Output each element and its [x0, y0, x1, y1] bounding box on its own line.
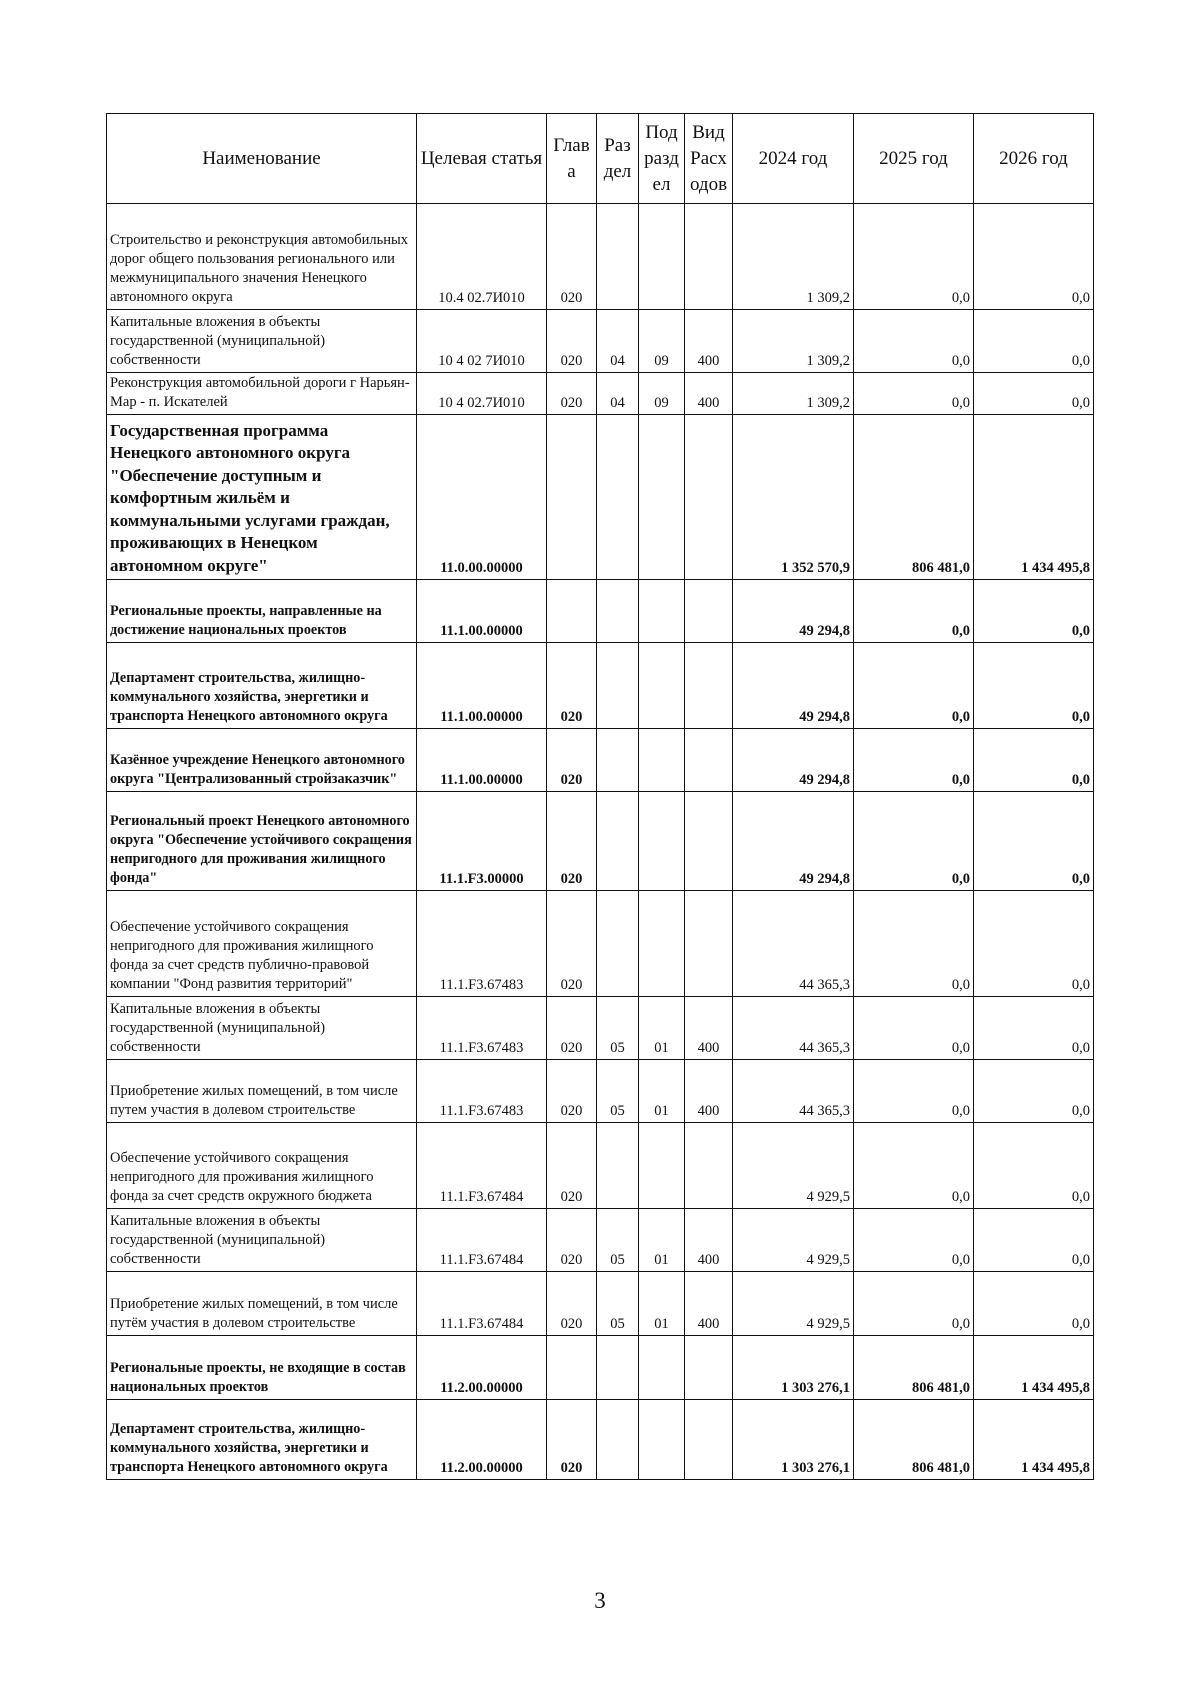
row-chapter	[547, 1336, 597, 1400]
row-expense-type	[685, 580, 733, 643]
row-section: 05	[597, 997, 639, 1060]
row-2026: 0,0	[974, 1060, 1094, 1123]
row-2025: 0,0	[854, 1272, 974, 1336]
row-2026: 0,0	[974, 792, 1094, 891]
row-expense-type	[685, 1123, 733, 1209]
row-chapter: 020	[547, 997, 597, 1060]
row-2024: 49 294,8	[733, 643, 854, 729]
table-row	[107, 997, 1094, 1060]
header-section: Раз дел	[597, 114, 639, 204]
row-expense-type: 400	[685, 373, 733, 415]
row-2024: 1 303 276,1	[733, 1336, 854, 1400]
row-2026: 0,0	[974, 1272, 1094, 1336]
row-name: Реконструкция автомобильной дороги г Нарьян-Мар - п. Искателей	[107, 373, 417, 415]
row-chapter: 020	[547, 891, 597, 997]
row-expense-type: 400	[685, 1060, 733, 1123]
header-expense-type: Вид Расх одов	[685, 114, 733, 204]
row-subsection	[639, 1336, 685, 1400]
header-name: Наименование	[107, 114, 417, 204]
row-chapter: 020	[547, 1272, 597, 1336]
row-article: 11.1.F3.67484	[417, 1209, 547, 1272]
row-expense-type	[685, 792, 733, 891]
row-chapter: 020	[547, 1209, 597, 1272]
row-name: Государственная программа Ненецкого автономного округа "Обеспечение доступным и комфортным жильём и коммунальными услугами граждан, проживающих в Ненецком автономном округе"	[107, 415, 417, 580]
row-2025: 0,0	[854, 1123, 974, 1209]
row-name: Департамент строительства, жилищно-коммунального хозяйства, энергетики и транспорта Ненецкого автономного округа	[107, 643, 417, 729]
row-article: 11.2.00.00000	[417, 1336, 547, 1400]
row-2026: 0,0	[974, 373, 1094, 415]
row-section	[597, 1400, 639, 1480]
row-article: 11.1.00.00000	[417, 643, 547, 729]
table-row	[107, 1336, 1094, 1400]
row-section	[597, 1123, 639, 1209]
row-2025: 0,0	[854, 643, 974, 729]
row-name: Строительство и реконструкция автомобильных дорог общего пользования регионального или межмуниципального значения Ненецкого автономного округа	[107, 204, 417, 310]
row-section: 05	[597, 1209, 639, 1272]
row-2025: 0,0	[854, 204, 974, 310]
row-2024: 1 352 570,9	[733, 415, 854, 580]
row-section: 05	[597, 1060, 639, 1123]
row-subsection	[639, 580, 685, 643]
row-2025: 806 481,0	[854, 1400, 974, 1480]
row-expense-type: 400	[685, 1209, 733, 1272]
row-2025: 0,0	[854, 997, 974, 1060]
row-2026: 0,0	[974, 204, 1094, 310]
row-subsection	[639, 204, 685, 310]
row-2024: 49 294,8	[733, 729, 854, 792]
row-article: 11.1.F3.67483	[417, 891, 547, 997]
row-2026: 1 434 495,8	[974, 1400, 1094, 1480]
row-2025: 0,0	[854, 729, 974, 792]
row-subsection: 01	[639, 1209, 685, 1272]
row-section: 04	[597, 373, 639, 415]
row-2025: 806 481,0	[854, 1336, 974, 1400]
table-row	[107, 1209, 1094, 1272]
row-chapter: 020	[547, 1060, 597, 1123]
row-name: Обеспечение устойчивого сокращения непригодного для проживания жилищного фонда за счет средств окружного бюджета	[107, 1123, 417, 1209]
row-section	[597, 204, 639, 310]
header-chapter: Глав а	[547, 114, 597, 204]
table-row	[107, 1123, 1094, 1209]
row-article: 11.1.F3.67483	[417, 997, 547, 1060]
row-2025: 0,0	[854, 891, 974, 997]
row-expense-type	[685, 415, 733, 580]
row-subsection: 09	[639, 310, 685, 373]
page-number: 3	[594, 1588, 606, 1613]
row-chapter: 020	[547, 643, 597, 729]
row-subsection	[639, 792, 685, 891]
row-subsection: 01	[639, 1060, 685, 1123]
row-name: Приобретение жилых помещений, в том числе путем участия в долевом строительстве	[107, 1060, 417, 1123]
row-2026: 1 434 495,8	[974, 1336, 1094, 1400]
row-2024: 1 309,2	[733, 373, 854, 415]
row-2026: 0,0	[974, 1123, 1094, 1209]
row-expense-type: 400	[685, 310, 733, 373]
row-chapter: 020	[547, 310, 597, 373]
row-subsection: 01	[639, 1272, 685, 1336]
row-subsection: 01	[639, 997, 685, 1060]
row-2024: 4 929,5	[733, 1272, 854, 1336]
row-article: 11.1.00.00000	[417, 729, 547, 792]
row-chapter: 020	[547, 729, 597, 792]
row-2024: 1 309,2	[733, 310, 854, 373]
row-2024: 1 303 276,1	[733, 1400, 854, 1480]
row-2024: 4 929,5	[733, 1123, 854, 1209]
row-section	[597, 792, 639, 891]
row-name: Казённое учреждение Ненецкого автономного округа "Централизованный стройзаказчик"	[107, 729, 417, 792]
row-name: Капитальные вложения в объекты государственной (муниципальной) собственности	[107, 997, 417, 1060]
header-2025: 2025 год	[854, 114, 974, 204]
row-expense-type	[685, 729, 733, 792]
row-expense-type	[685, 1400, 733, 1480]
row-2025: 0,0	[854, 1209, 974, 1272]
table-row	[107, 415, 1094, 580]
row-chapter: 020	[547, 792, 597, 891]
row-2024: 44 365,3	[733, 891, 854, 997]
row-2024: 44 365,3	[733, 1060, 854, 1123]
row-expense-type	[685, 1336, 733, 1400]
header-2026: 2026 год	[974, 114, 1094, 204]
row-2025: 0,0	[854, 792, 974, 891]
row-subsection	[639, 891, 685, 997]
row-2024: 4 929,5	[733, 1209, 854, 1272]
row-expense-type: 400	[685, 997, 733, 1060]
row-chapter: 020	[547, 373, 597, 415]
header-subsection: Под разд ел	[639, 114, 685, 204]
row-2026: 0,0	[974, 1209, 1094, 1272]
table-row	[107, 1060, 1094, 1123]
table-row	[107, 643, 1094, 729]
row-article: 11.2.00.00000	[417, 1400, 547, 1480]
row-2024: 1 309,2	[733, 204, 854, 310]
row-article: 10.4 02.7И010	[417, 204, 547, 310]
row-article: 11.1.00.00000	[417, 580, 547, 643]
row-article: 11.1.F3.67484	[417, 1272, 547, 1336]
row-expense-type	[685, 643, 733, 729]
row-article: 11.0.00.00000	[417, 415, 547, 580]
table-row	[107, 891, 1094, 997]
row-expense-type: 400	[685, 1272, 733, 1336]
row-name: Департамент строительства, жилищно-коммунального хозяйства, энергетики и транспорта Ненецкого автономного округа	[107, 1400, 417, 1480]
row-name: Региональный проект Ненецкого автономного округа "Обеспечение устойчивого сокращения непригодного для проживания жилищного фонда"	[107, 792, 417, 891]
row-subsection	[639, 415, 685, 580]
row-section	[597, 891, 639, 997]
row-2025: 806 481,0	[854, 415, 974, 580]
header-target-article: Целевая статья	[417, 114, 547, 204]
row-section	[597, 1336, 639, 1400]
row-2026: 0,0	[974, 891, 1094, 997]
row-section	[597, 415, 639, 580]
table-row	[107, 1272, 1094, 1336]
row-chapter	[547, 415, 597, 580]
row-2025: 0,0	[854, 580, 974, 643]
row-2026: 0,0	[974, 310, 1094, 373]
row-name: Приобретение жилых помещений, в том числе путём участия в долевом строительстве	[107, 1272, 417, 1336]
row-article: 11.1.F3.67483	[417, 1060, 547, 1123]
budget-table	[106, 113, 1094, 1480]
table-header-row	[107, 114, 1094, 204]
row-article: 11.1.F3.67484	[417, 1123, 547, 1209]
row-section: 05	[597, 1272, 639, 1336]
row-expense-type	[685, 204, 733, 310]
row-2025: 0,0	[854, 373, 974, 415]
row-subsection	[639, 643, 685, 729]
row-2024: 44 365,3	[733, 997, 854, 1060]
row-2026: 0,0	[974, 643, 1094, 729]
table-row	[107, 204, 1094, 310]
row-name: Региональные проекты, направленные на достижение национальных проектов	[107, 580, 417, 643]
row-chapter: 020	[547, 204, 597, 310]
row-name: Капитальные вложения в объекты государственной (муниципальной) собственности	[107, 1209, 417, 1272]
row-2026: 0,0	[974, 997, 1094, 1060]
row-2025: 0,0	[854, 310, 974, 373]
row-subsection: 09	[639, 373, 685, 415]
table-row	[107, 580, 1094, 643]
row-2024: 49 294,8	[733, 580, 854, 643]
row-article: 11.1.F3.00000	[417, 792, 547, 891]
table-row	[107, 792, 1094, 891]
row-name: Капитальные вложения в объекты государственной (муниципальной) собственности	[107, 310, 417, 373]
row-subsection	[639, 729, 685, 792]
row-chapter: 020	[547, 1400, 597, 1480]
row-name: Региональные проекты, не входящие в состав национальных проектов	[107, 1336, 417, 1400]
row-expense-type	[685, 891, 733, 997]
row-chapter: 020	[547, 1123, 597, 1209]
row-2026: 0,0	[974, 729, 1094, 792]
row-section	[597, 643, 639, 729]
row-name: Обеспечение устойчивого сокращения непригодного для проживания жилищного фонда за счет средств публично-правовой компании "Фонд развития территорий"	[107, 891, 417, 997]
row-section	[597, 729, 639, 792]
row-section	[597, 580, 639, 643]
row-2026: 1 434 495,8	[974, 415, 1094, 580]
row-2024: 49 294,8	[733, 792, 854, 891]
table-row	[107, 1400, 1094, 1480]
table-row	[107, 310, 1094, 373]
row-subsection	[639, 1123, 685, 1209]
row-subsection	[639, 1400, 685, 1480]
table-row	[107, 373, 1094, 415]
row-section: 04	[597, 310, 639, 373]
row-2026: 0,0	[974, 580, 1094, 643]
row-2025: 0,0	[854, 1060, 974, 1123]
header-2024: 2024 год	[733, 114, 854, 204]
row-article: 10 4 02 7И010	[417, 310, 547, 373]
table-row	[107, 729, 1094, 792]
row-chapter	[547, 580, 597, 643]
row-article: 10 4 02.7И010	[417, 373, 547, 415]
